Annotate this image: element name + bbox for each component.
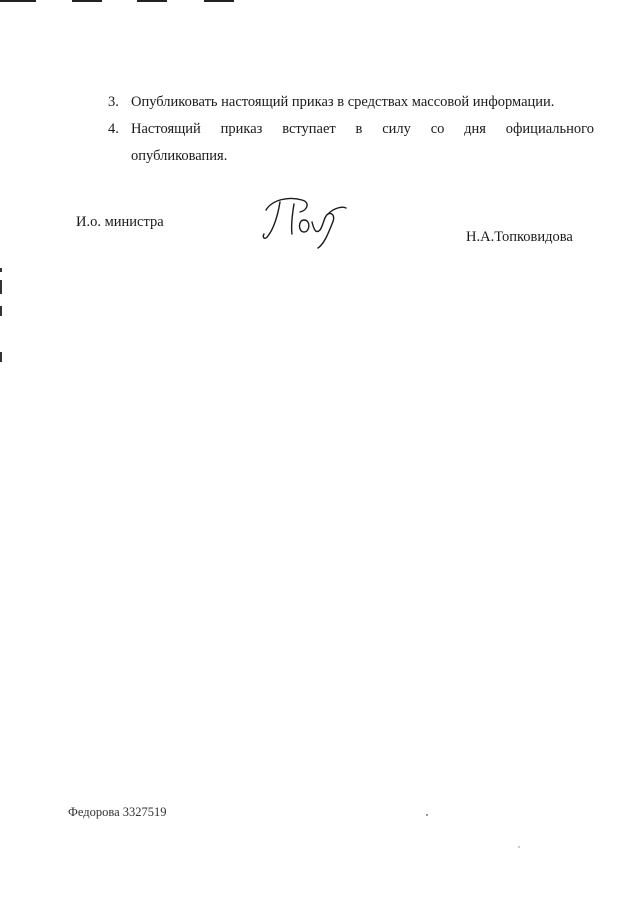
scan-artifact-top-3 [137, 0, 167, 2]
list-item-text: Опубликовать настоящий приказ в средствах массовой информации. [131, 94, 555, 110]
list-item-number: 3. [108, 94, 119, 110]
list-item-text-line-1 [131, 116, 594, 143]
scan-artifact-top-4 [204, 0, 234, 2]
word: в [355, 121, 363, 137]
scan-artifact-edge-1 [0, 268, 2, 272]
list-item-3 [108, 89, 594, 116]
scan-artifact-top-1 [0, 0, 36, 2]
list-item-number: 4. [108, 121, 119, 137]
signatory-name: Н.А.Топковидова [466, 229, 573, 245]
list-item-4 [108, 116, 594, 170]
scan-speck [426, 814, 428, 816]
executor-contact: Федорова 3327519 [68, 805, 167, 819]
scan-artifact-top-2 [72, 0, 102, 2]
handwritten-signature [258, 190, 348, 252]
word: дня [464, 121, 486, 137]
scan-artifact-edge-2 [0, 280, 2, 294]
signatory-role: И.о. министра [76, 214, 164, 230]
scan-speck [518, 846, 520, 848]
scan-artifact-edge-4 [0, 352, 2, 362]
scan-artifact-edge-3 [0, 306, 2, 316]
word: приказ [220, 121, 263, 137]
word: вступает [282, 121, 336, 137]
word: со [430, 121, 445, 137]
list-item-text-line-2: опубликовапия. [131, 148, 228, 164]
word: силу [382, 121, 411, 137]
word: Настоящий [131, 121, 201, 137]
word: официального [505, 121, 594, 137]
